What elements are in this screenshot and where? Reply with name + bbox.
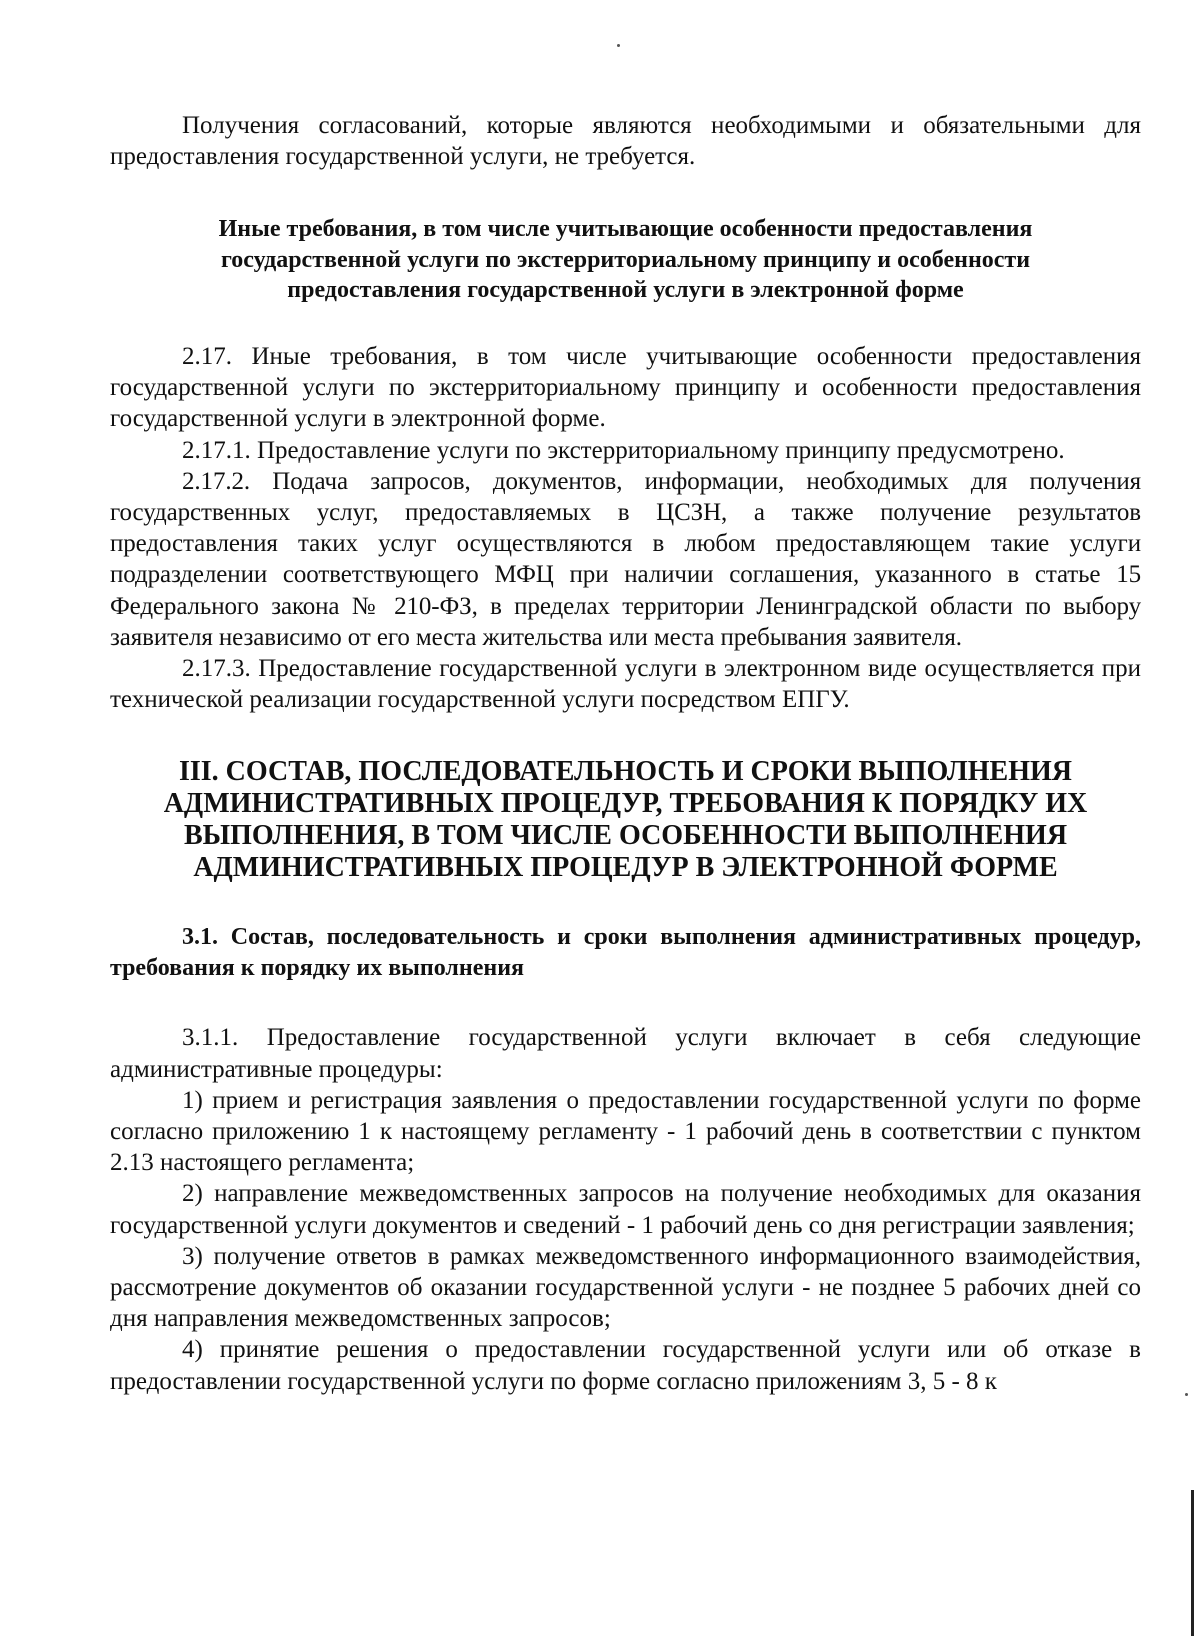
section-3-heading-wrap (110, 756, 1141, 884)
paragraph-2-17-3: 2.17.3. Предоставление государственной услуги в электронном виде осуществляется при технической реализации государственной услуги посредством ЕПГУ. (110, 654, 1141, 714)
subsection-3-1-heading: 3.1. Состав, последовательность и сроки выполнения административных процедур, требования к порядку их выполнения (110, 924, 1141, 982)
section-3-heading: III. СОСТАВ, ПОСЛЕДОВАТЕЛЬНОСТЬ И СРОКИ ВЫПОЛНЕНИЯ АДМИНИСТРАТИВНЫХ ПРОЦЕДУР, ТРЕБОВАНИЯ К ПОРЯДКУ ИХ ВЫПОЛНЕНИЯ, В ТОМ ЧИСЛЕ ОСОБЕННОСТИ ВЫПОЛНЕНИЯ АДМИНИСТРАТИВНЫХ ПРОЦЕДУР В ЭЛЕКТРОННОЙ ФОРМЕ (163, 756, 1088, 884)
paragraph-2-17: 2.17. Иные требования, в том числе учитывающие особенности предоставления государственной услуги по экстерриториальному принципу и особенности предоставления государственной услуги в электронной форме. (110, 342, 1141, 433)
paragraph-2-17-1: 2.17.1. Предоставление услуги по экстерриториальному принципу предусмотрено. (182, 436, 1065, 464)
paragraph-2-17-2: 2.17.2. Подача запросов, документов, информации, необходимых для получения государственных услуг, предоставляемых в ЦСЗН, а также получение результатов предоставления таких услуг осуществляются в любом предоставляющем такие услуги подразделении соответствующего МФЦ при наличии соглашения, указанного в статье 15 Федерального закона № 210-ФЗ, в пределах территории Ленинградской области по выбору заявителя независимо от его места жительства или места пребывания заявителя. (110, 467, 1141, 651)
scan-speck (1185, 1393, 1188, 1396)
paragraph-intro: Получения согласований, которые являются необходимыми и обязательными для предоставления государственной услуги, не требуется. (110, 112, 1141, 171)
heading-other-requirements: Иные требования, в том числе учитывающие особенности предоставления государственной услуги по экстерриториальному принципу и особенности предоставления государственной услуги в электронной форме (218, 216, 1033, 304)
heading-other-requirements-wrap (110, 214, 1141, 306)
paragraph-3-1-1: 3.1.1. Предоставление государственной услуги включает в себя следующие административные процедуры: (110, 1024, 1141, 1083)
list-item-2: 2) направление межведомственных запросов на получение необходимых для оказания государственной услуги документов и сведений - 1 рабочий день со дня регистрации заявления; (110, 1180, 1141, 1239)
scan-edge-line (1191, 1490, 1194, 1636)
list-item-1: 1) прием и регистрация заявления о предоставлении государственной услуги по форме согласно приложению 1 к настоящему регламенту - 1 рабочий день в соответствии с пунктом 2.13 настоящего регламента; (110, 1086, 1141, 1177)
scan-speck (617, 44, 620, 47)
list-item-3: 3) получение ответов в рамках межведомственного информационного взаимодействия, рассмотрение документов об оказании государственной услуги - не позднее 5 рабочих дней со дня направления межведомственных запросов; (110, 1242, 1141, 1333)
list-item-4: 4) принятие решения о предоставлении государственной услуги или об отказе в предоставлении государственной услуги по форме согласно приложениям 3, 5 - 8 к (110, 1336, 1141, 1395)
